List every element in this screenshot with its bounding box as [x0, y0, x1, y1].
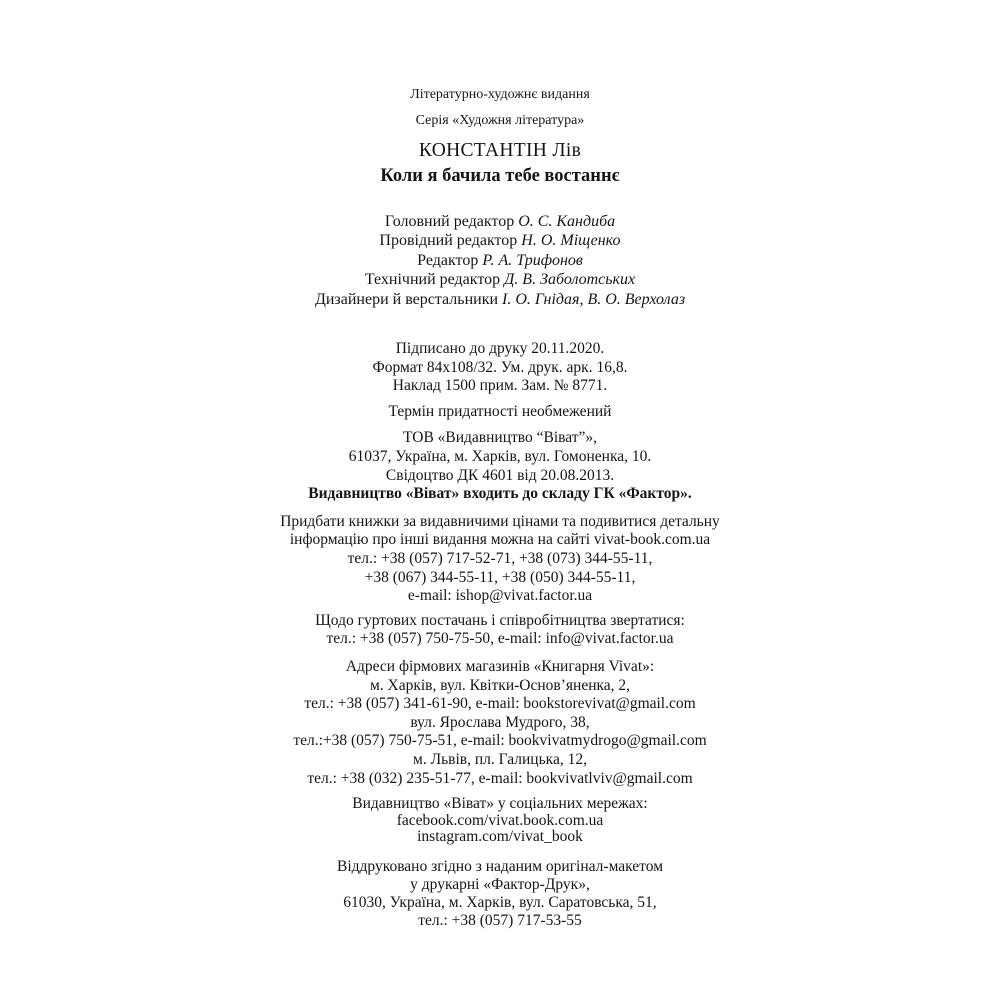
- edition-type: Літературно-художнє видання: [410, 87, 590, 102]
- publisher-address: [0, 429, 1000, 503]
- store-line: вул. Ярослава Мудрого, 38,: [410, 713, 590, 731]
- series-label: Серія «Художня література»: [415, 113, 585, 128]
- purchase-info-line: Придбати книжки за видавничими цінами та подивитися детальну: [280, 512, 720, 530]
- staff-role: Дизайнери й верстальники: [314, 290, 503, 308]
- social-media: [0, 796, 1000, 846]
- wholesale-contact: [0, 612, 1000, 649]
- publisher-line: 61037, Україна, м. Харків, вул. Гомоненка, 10.: [348, 448, 652, 465]
- purchase-info-line: інформацію про інші видання можна на сайті vivat-book.com.ua: [289, 531, 711, 549]
- social-line: instagram.com/vivat_book: [417, 828, 583, 846]
- staff-role: Головний редактор: [384, 213, 519, 230]
- wholesale-line: Щодо гуртових постачань і співробітництва звертатися:: [315, 611, 685, 629]
- staff-role: Провідний редактор: [379, 232, 522, 250]
- book-title: Коли я бачила тебе востаннє: [380, 166, 620, 186]
- store-line: тел.:+38 (057) 750-75-51, e-mail: bookvivatmydrogo@gmail.com: [293, 732, 707, 750]
- staff-line: [0, 231, 1000, 250]
- staff-person: О. С. Кандиба: [518, 213, 616, 230]
- printing-info-line: у друкарні «Фактор-Друк»,: [410, 875, 590, 893]
- store-line: Адреси фірмових магазинів «Книгарня Vivat»:: [345, 657, 655, 675]
- social-line: Видавництво «Віват» у соціальних мережах:: [352, 795, 648, 813]
- store-line: тел.: +38 (032) 235-51-77, e-mail: bookvivatlviv@gmail.com: [307, 769, 693, 787]
- store-line: тел.: +38 (057) 341-61-90, e-mail: bookstorevivat@gmail.com: [304, 695, 696, 713]
- print-details-line: Формат 84х108/32. Ум. друк. арк. 16,8.: [372, 358, 628, 376]
- social-line: facebook.com/vivat.book.com.ua: [396, 811, 604, 829]
- printing-info-line: 61030, Україна, м. Харків, вул. Саратовська, 51,: [343, 893, 657, 911]
- staff-role: Технічний редактор: [364, 271, 505, 289]
- print-details-line: Наклад 1500 прим. Зам. № 8771.: [392, 377, 608, 395]
- purchase-info-line: +38 (067) 344-55-11, +38 (050) 344-55-11,: [364, 568, 636, 586]
- printing-info: [0, 858, 1000, 930]
- purchase-info-line: тел.: +38 (057) 717-52-71, +38 (073) 344-55-11,: [347, 549, 653, 567]
- staff-credits: [0, 212, 1000, 309]
- publisher-line: Свідоцтво ДК 4601 від 20.08.2013.: [385, 466, 615, 484]
- staff-person: Д. В. Заболотських: [504, 271, 636, 289]
- print-details: [0, 340, 1000, 396]
- shelf-life-line: Термін придатності необмежений: [388, 402, 612, 420]
- printing-info-line: тел.: +38 (057) 717-53-55: [418, 911, 582, 929]
- staff-person: Р. А. Трифонов: [482, 251, 583, 269]
- publisher-line: ТОВ «Видавництво “Віват”»,: [402, 429, 598, 447]
- store-line: м. Львів, пл. Галицька, 12,: [413, 750, 587, 768]
- staff-role: Редактор: [417, 251, 483, 269]
- staff-person: І. О. Гнідая, В. О. Верхолаз: [502, 290, 686, 308]
- staff-line: [0, 251, 1000, 270]
- staff-line: [0, 270, 1000, 289]
- author-name: КОНСТАНТІН Лів: [418, 140, 582, 161]
- purchase-info: [0, 513, 1000, 606]
- staff-line: [0, 290, 1000, 309]
- publisher-group-note: Видавництво «Віват» входить до складу ГК «Фактор».: [308, 485, 692, 503]
- print-details-line: Підписано до друку 20.11.2020.: [395, 340, 605, 358]
- store-addresses: [0, 658, 1000, 788]
- shelf-life-note: [0, 403, 1000, 422]
- store-line: м. Харків, вул. Квітки-Основ’яненка, 2,: [369, 676, 631, 694]
- wholesale-line: тел.: +38 (057) 750-75-50, e-mail: info@vivat.factor.ua: [326, 630, 674, 648]
- purchase-info-line: e-mail: ishop@vivat.factor.ua: [407, 587, 593, 605]
- printing-info-line: Віддруковано згідно з наданим оригінал-макетом: [336, 857, 664, 875]
- staff-line: [0, 212, 1000, 231]
- staff-person: Н. О. Міщенко: [521, 232, 621, 250]
